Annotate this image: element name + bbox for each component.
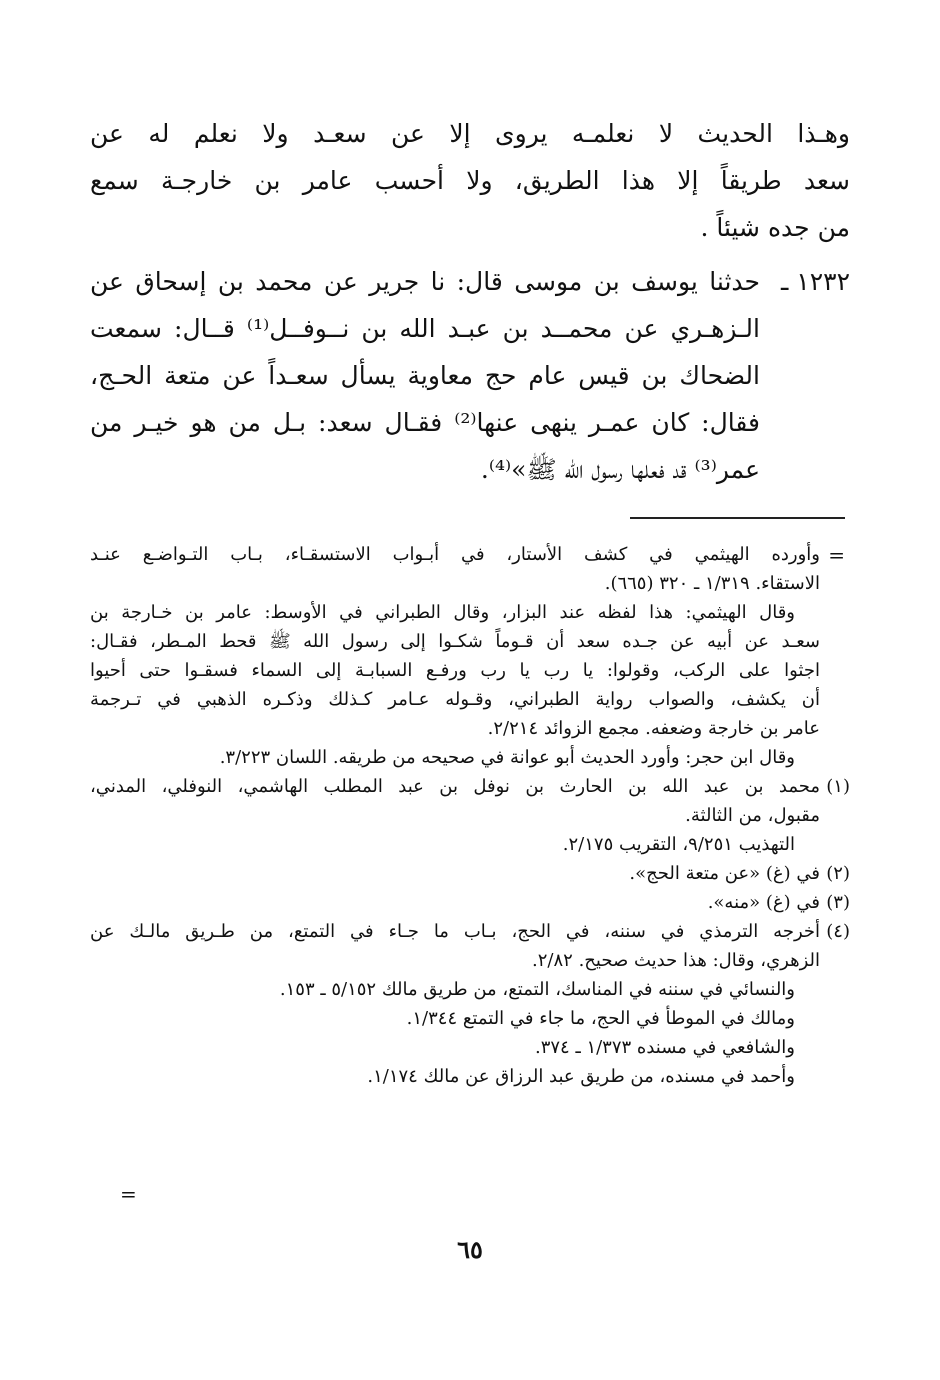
footnotes-block [90,540,850,1091]
footnote-line: في (غ) «منه». [707,892,820,913]
footnote-1 [90,772,850,859]
main-text-line: من جده شيئاً . [700,213,850,242]
page-number: ٦٥ [457,1235,483,1264]
footnote-line: الزهري، وقال: هذا حديث صحيح. ٢/٨٢. [532,950,820,971]
footnote-line: عامر بن خارجة وضعفه. مجمع الزوائد ٢/٢١٤. [487,718,820,739]
footnote-line: التهذيب ٩/٢٥١، التقريب ٢/١٧٥. [562,834,795,855]
hadith-line: فقال: كان عمـر ينهى عنها⁽²⁾ فقـال سعد: بـل من هو خيـر من [90,408,760,437]
footnote-line: ومالك في الموطأ في الحج، ما جاء في التمتع ١/٣٤٤. [406,1008,795,1029]
footnote-1-mark: (١) [826,776,850,797]
footnote-2-mark: (٢) [826,863,850,884]
footnote-line: والنسائي في سننه في المناسك، التمتع، من طريق مالك ٥/١٥٢ ـ ١٥٣. [279,979,795,1000]
hadith-first-line-wrap [90,258,760,305]
footnote-2 [90,859,850,888]
footnote-line: والشافعي في مسنده ١/٣٧٣ ـ ٣٧٤. [534,1037,795,1058]
footnote-line: محمد بن عبد الله بن الحارث بن نوفل بن عبد المطلب الهاشمي، النوفلي، المدني، [90,776,820,797]
hadith-number: ١٢٣٢ ـ [781,267,850,296]
footnote-line: مقبول، من الثالثة. [685,805,820,826]
main-text-line: سعد طريقاً إلا هذا الطريق، ولا أحسب عامر بن خارجـة سمع [90,166,850,195]
footnote-haythami [90,598,850,772]
hadith-continuation [90,305,760,493]
footnote-3-mark: (٣) [826,892,850,913]
main-text-line: وهـذا الحديث لا نعلمـه يروى إلا عن سعـد ولا نعلم له عن [90,119,850,148]
footnote-line: أخرجه الترمذي في سننه، في الحج، بـاب ما جـاء في التمتع، من طـريق مالـك عن [90,921,820,942]
footnote-line: الاستقاء. ١/٣١٩ ـ ٣٢٠ (٦٦٥). [604,573,820,594]
footnote-4 [90,917,850,1091]
hadith-line: الضحاك بن قيس عام حج معاوية يسأل سعـداً عن متعة الحـج، [90,361,760,390]
footnote-separator [630,517,845,519]
hadith-line: الـزهـري عن محمــد بن عبـد الله بن نــوفــل⁽¹⁾ قــال: سمعت [90,314,760,343]
footnote-line: اجثوا على الركب، وقولوا: يا رب يا رب ورفـع السبابـة إلى السماء فسقـوا حتى أحيوا [90,660,820,681]
continues-mark: = [120,1182,137,1206]
main-text-block [90,110,850,251]
footnote-line: وقال الهيثمي: هذا لفظه عند البزار، وقال الطبراني في الأوسط: عامر بن خـارجة بن [90,602,795,623]
continuation-mark: = [828,543,845,567]
footnote-line: وقال ابن حجر: وأورد الحديث أبو عوانة في صحيحه من طريقه. اللسان ٣/٢٢٣. [219,747,795,768]
hadith-line: حدثنا يوسف بن موسى قال: نا جرير عن محمد بن إسحاق عن [90,267,760,296]
footnote-3 [90,888,850,917]
hadith-line: عمر⁽³⁾ قد فعلها رسول الله ﷺ»⁽⁴⁾. [480,455,760,484]
footnote-line: أن يكشف، والصواب رواية الطبراني، وقـوله عـامر كـذلك وذكـره الذهبي في تـرجمة [90,689,820,710]
footnote-line: سعـد عن أبيه عن جـده سعد أن قـوماً شكـوا إلى رسول الله ﷺ قحط المـطر، فقـال: [90,631,820,652]
footnote-4-mark: (٤) [826,921,850,942]
footnote-continued [90,540,850,598]
footnote-line: وأحمد في مسنده، من طريق عبد الرزاق عن مالك ١/١٧٤. [367,1066,795,1087]
footnote-line: في (غ) «عن متعة الحج». [629,863,820,884]
footnote-line: وأورده الهيثمي في كشف الأستار، في أبـواب الاستسقـاء، بـاب التـواضـع عنـد [90,544,820,565]
